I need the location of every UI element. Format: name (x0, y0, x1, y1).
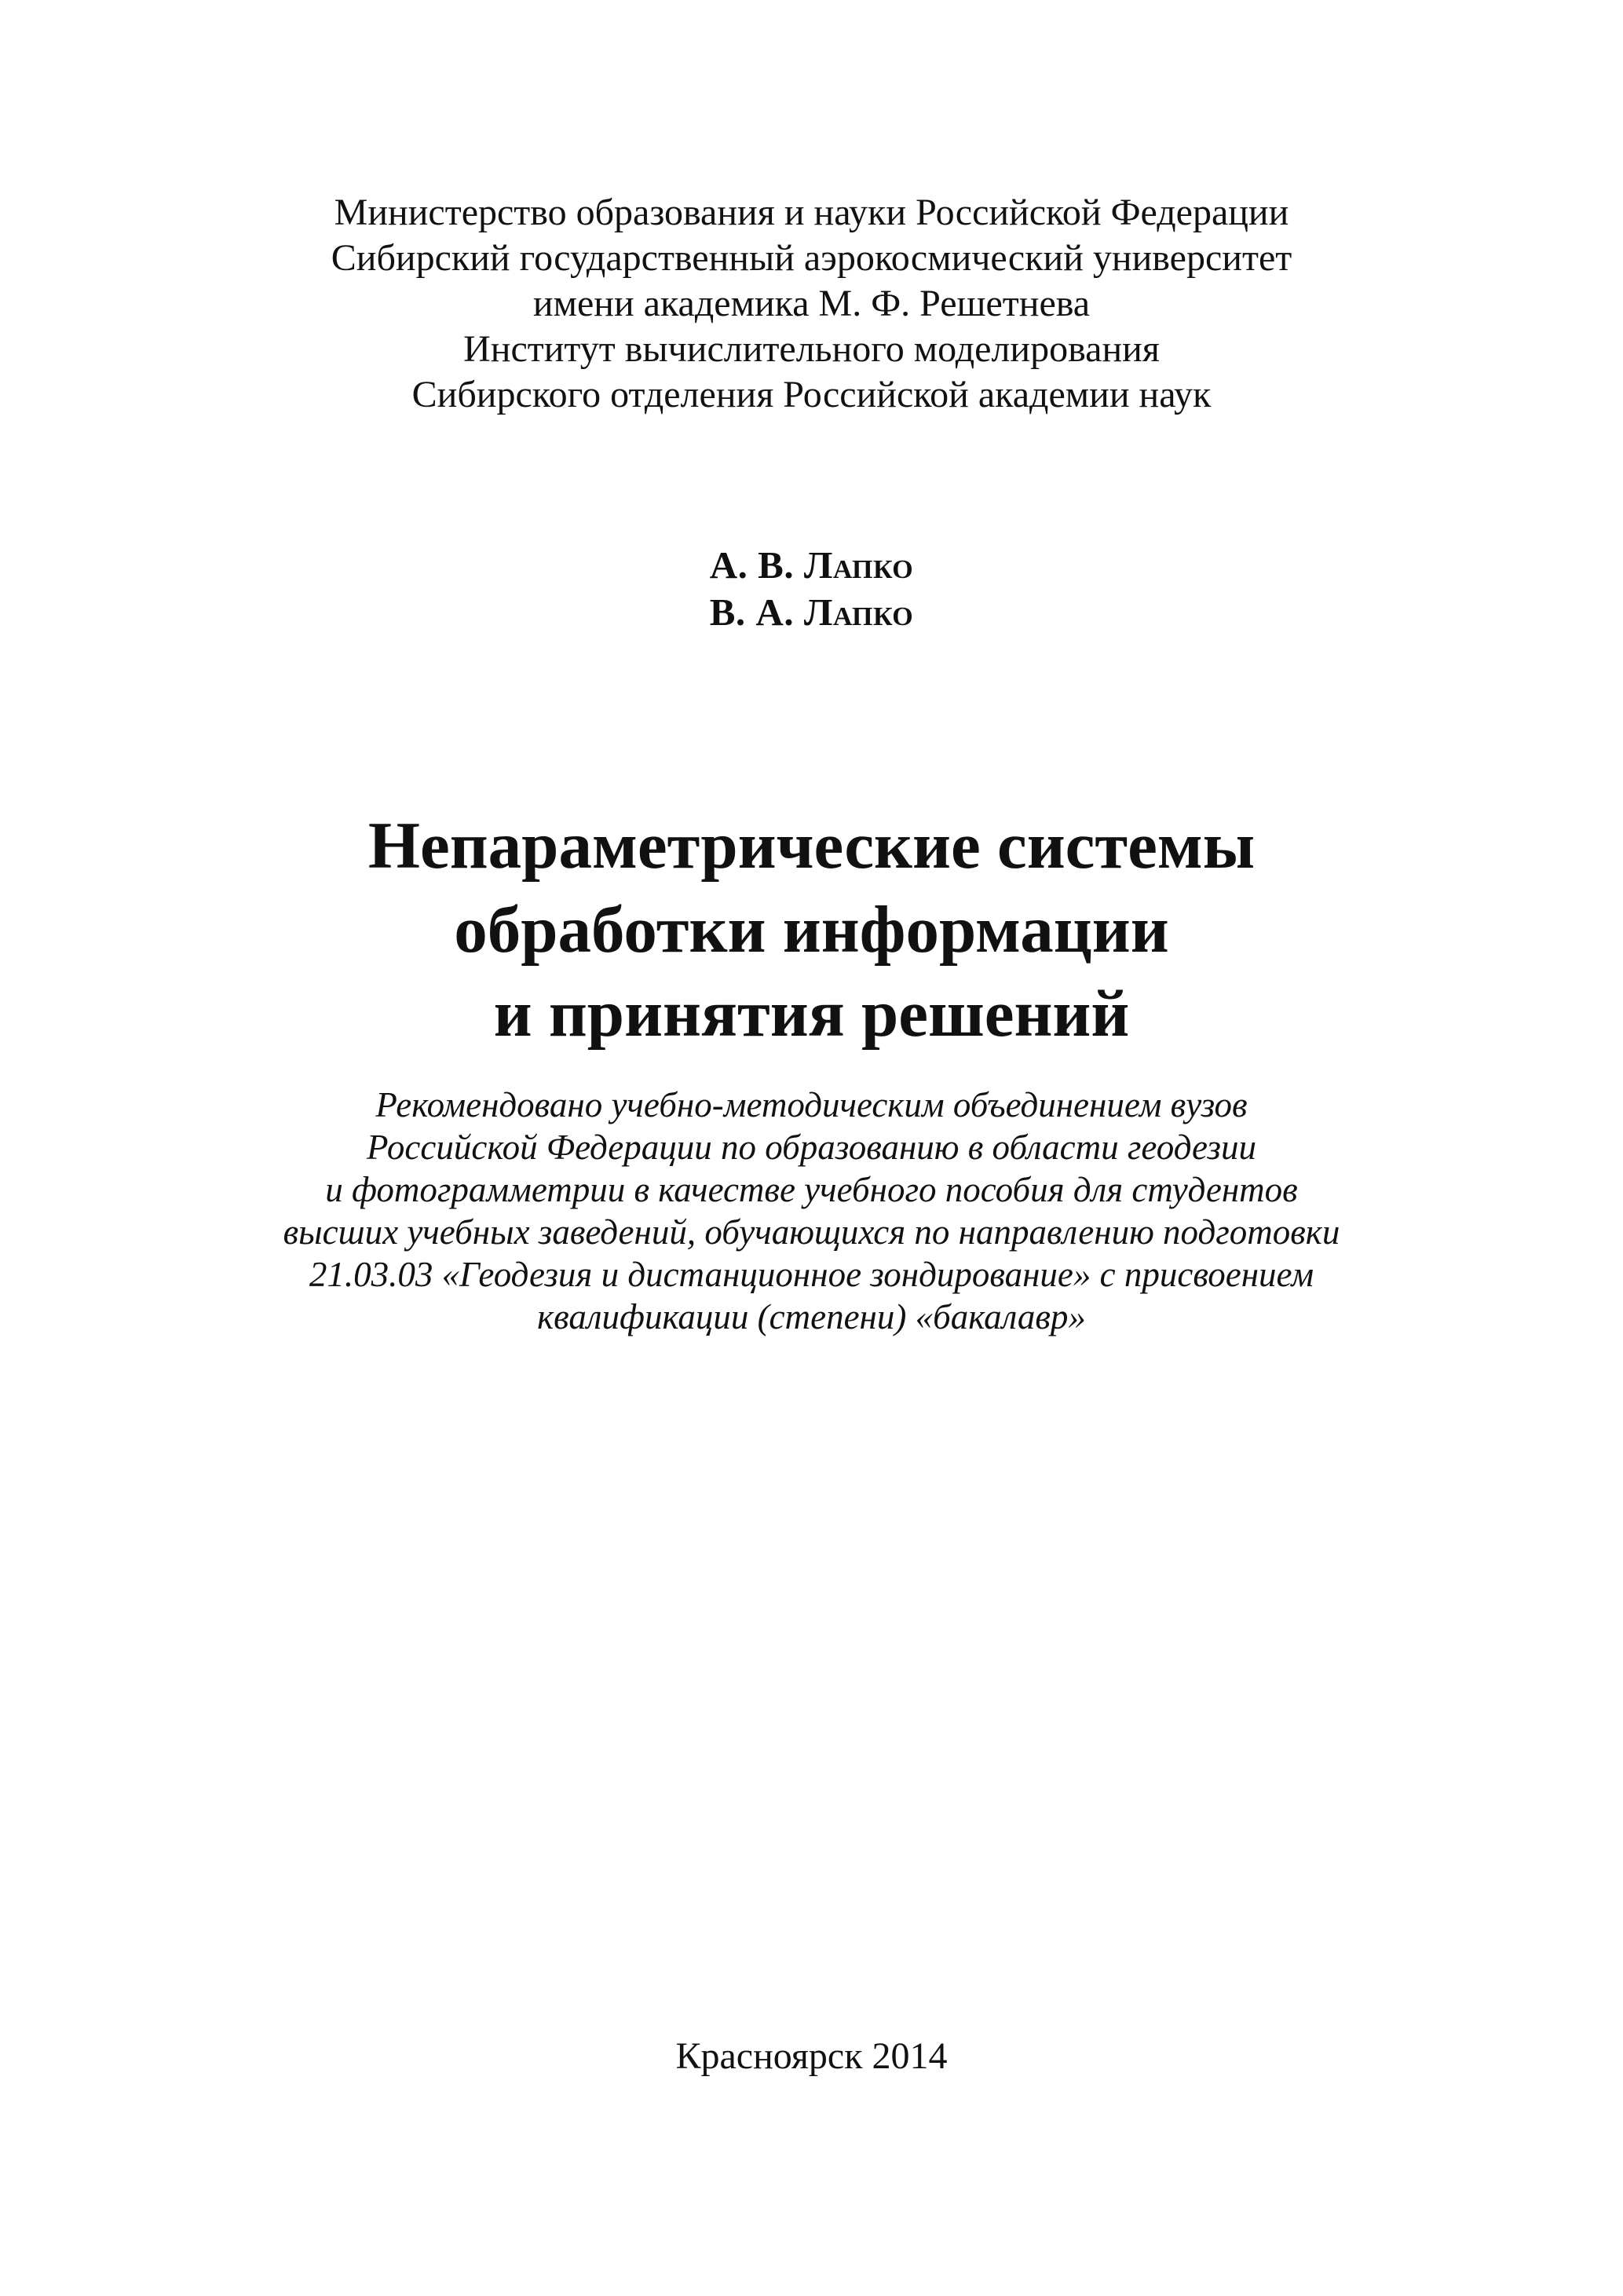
institution-line: Сибирский государственный аэрокосмический университет (331, 237, 1292, 279)
recommendation-line: Российской Федерации по образованию в области геодезии (367, 1128, 1256, 1167)
recommendation-line: и фотограмметрии в качестве учебного пособия для студентов (325, 1170, 1298, 1209)
recommendation-note (0, 1084, 1623, 1338)
authors (0, 542, 1623, 636)
book-title (0, 804, 1623, 1056)
institution-line: имени академика М. Ф. Решетнева (532, 283, 1091, 324)
author-name: А. В. Лапко (709, 543, 914, 587)
recommendation-line: квалификации (степени) «бакалавр» (537, 1297, 1086, 1336)
publication-place-year: Красноярск 2014 (675, 2035, 948, 2077)
recommendation-line: 21.03.03 «Геодезия и дистанционное зондирование» с присвоением (309, 1255, 1314, 1294)
institution-line: Министерство образования и науки Российской Федерации (334, 192, 1289, 233)
institution-header (0, 190, 1623, 418)
institution-line: Институт вычислительного моделирования (463, 328, 1160, 370)
institution-line: Сибирского отделения Российской академии наук (411, 374, 1212, 415)
title-line: обработки информации (454, 893, 1169, 967)
author-name: В. А. Лапко (709, 590, 914, 634)
recommendation-line: высших учебных заведений, обучающихся по направлению подготовки (283, 1212, 1340, 1252)
recommendation-line: Рекомендовано учебно-методическим объединением вузов (375, 1085, 1248, 1124)
title-line: и принятия решений (493, 977, 1130, 1051)
title-line: Непараметрические системы (367, 809, 1256, 883)
